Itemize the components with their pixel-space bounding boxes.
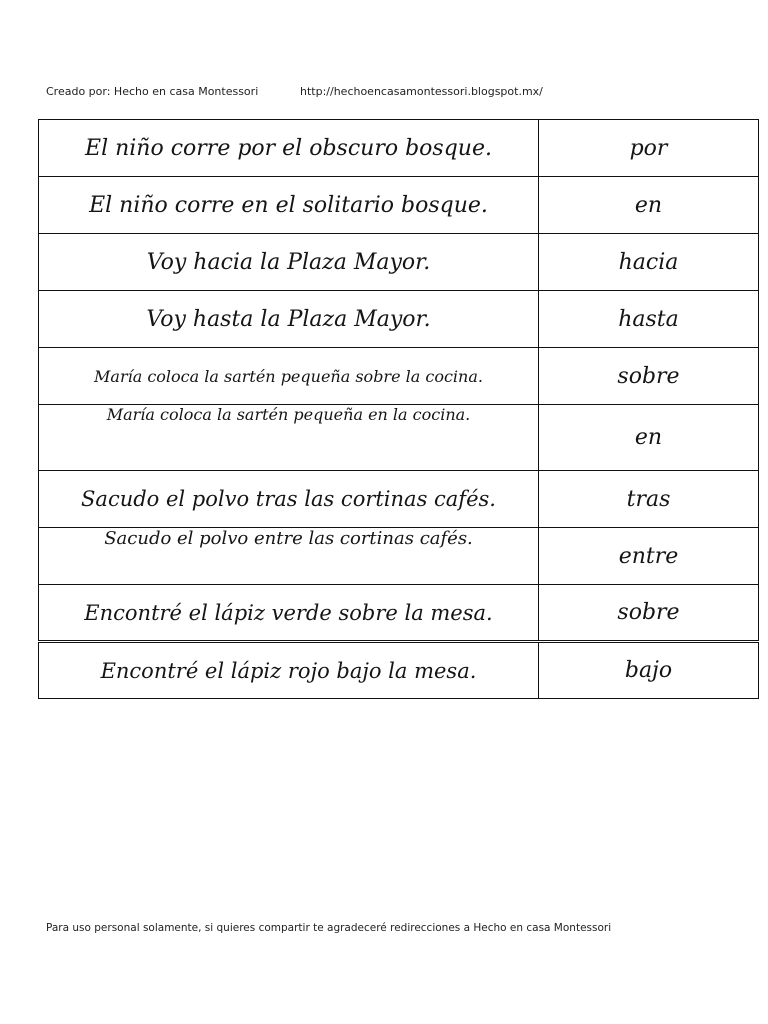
table-row xyxy=(39,405,759,471)
table-row xyxy=(39,234,759,291)
footer-note: Para uso personal solamente, si quieres compartir te agradeceré redirecciones a Hecho en casa Montessori xyxy=(46,922,612,934)
sentence-cell: Voy hacia la Plaza Mayor. xyxy=(39,234,539,291)
word-cell: tras xyxy=(539,471,759,528)
table-row xyxy=(39,585,759,642)
word-cell: en xyxy=(539,405,759,471)
table-row xyxy=(39,120,759,177)
preposition-cards-table xyxy=(38,119,759,699)
word-cell: por xyxy=(539,120,759,177)
table-row xyxy=(39,642,759,699)
word-cell: entre xyxy=(539,528,759,585)
word-cell: sobre xyxy=(539,348,759,405)
sentence-cell: Sacudo el polvo tras las cortinas cafés. xyxy=(39,471,539,528)
sentence-cell: María coloca la sartén pequeña en la cocina. xyxy=(39,405,539,471)
header xyxy=(46,85,543,98)
sentence-cell: Voy hasta la Plaza Mayor. xyxy=(39,291,539,348)
word-cell: en xyxy=(539,177,759,234)
word-cell: hasta xyxy=(539,291,759,348)
sentence-cell: Encontré el lápiz verde sobre la mesa. xyxy=(39,585,539,642)
credit-text: Creado por: Hecho en casa Montessori xyxy=(46,85,259,98)
table-row xyxy=(39,177,759,234)
sentence-cell: El niño corre en el solitario bosque. xyxy=(39,177,539,234)
word-cell: sobre xyxy=(539,585,759,642)
table-row xyxy=(39,471,759,528)
word-cell: bajo xyxy=(539,642,759,699)
table-row xyxy=(39,348,759,405)
sentence-cell: El niño corre por el obscuro bosque. xyxy=(39,120,539,177)
word-cell: hacia xyxy=(539,234,759,291)
table-row xyxy=(39,528,759,585)
table-row xyxy=(39,291,759,348)
sentence-cell: Encontré el lápiz rojo bajo la mesa. xyxy=(39,642,539,699)
sentence-cell: María coloca la sartén pequeña sobre la cocina. xyxy=(39,348,539,405)
sentence-cell: Sacudo el polvo entre las cortinas cafés. xyxy=(39,528,539,585)
blog-url[interactable]: http://hechoencasamontessori.blogspot.mx/ xyxy=(300,85,543,98)
